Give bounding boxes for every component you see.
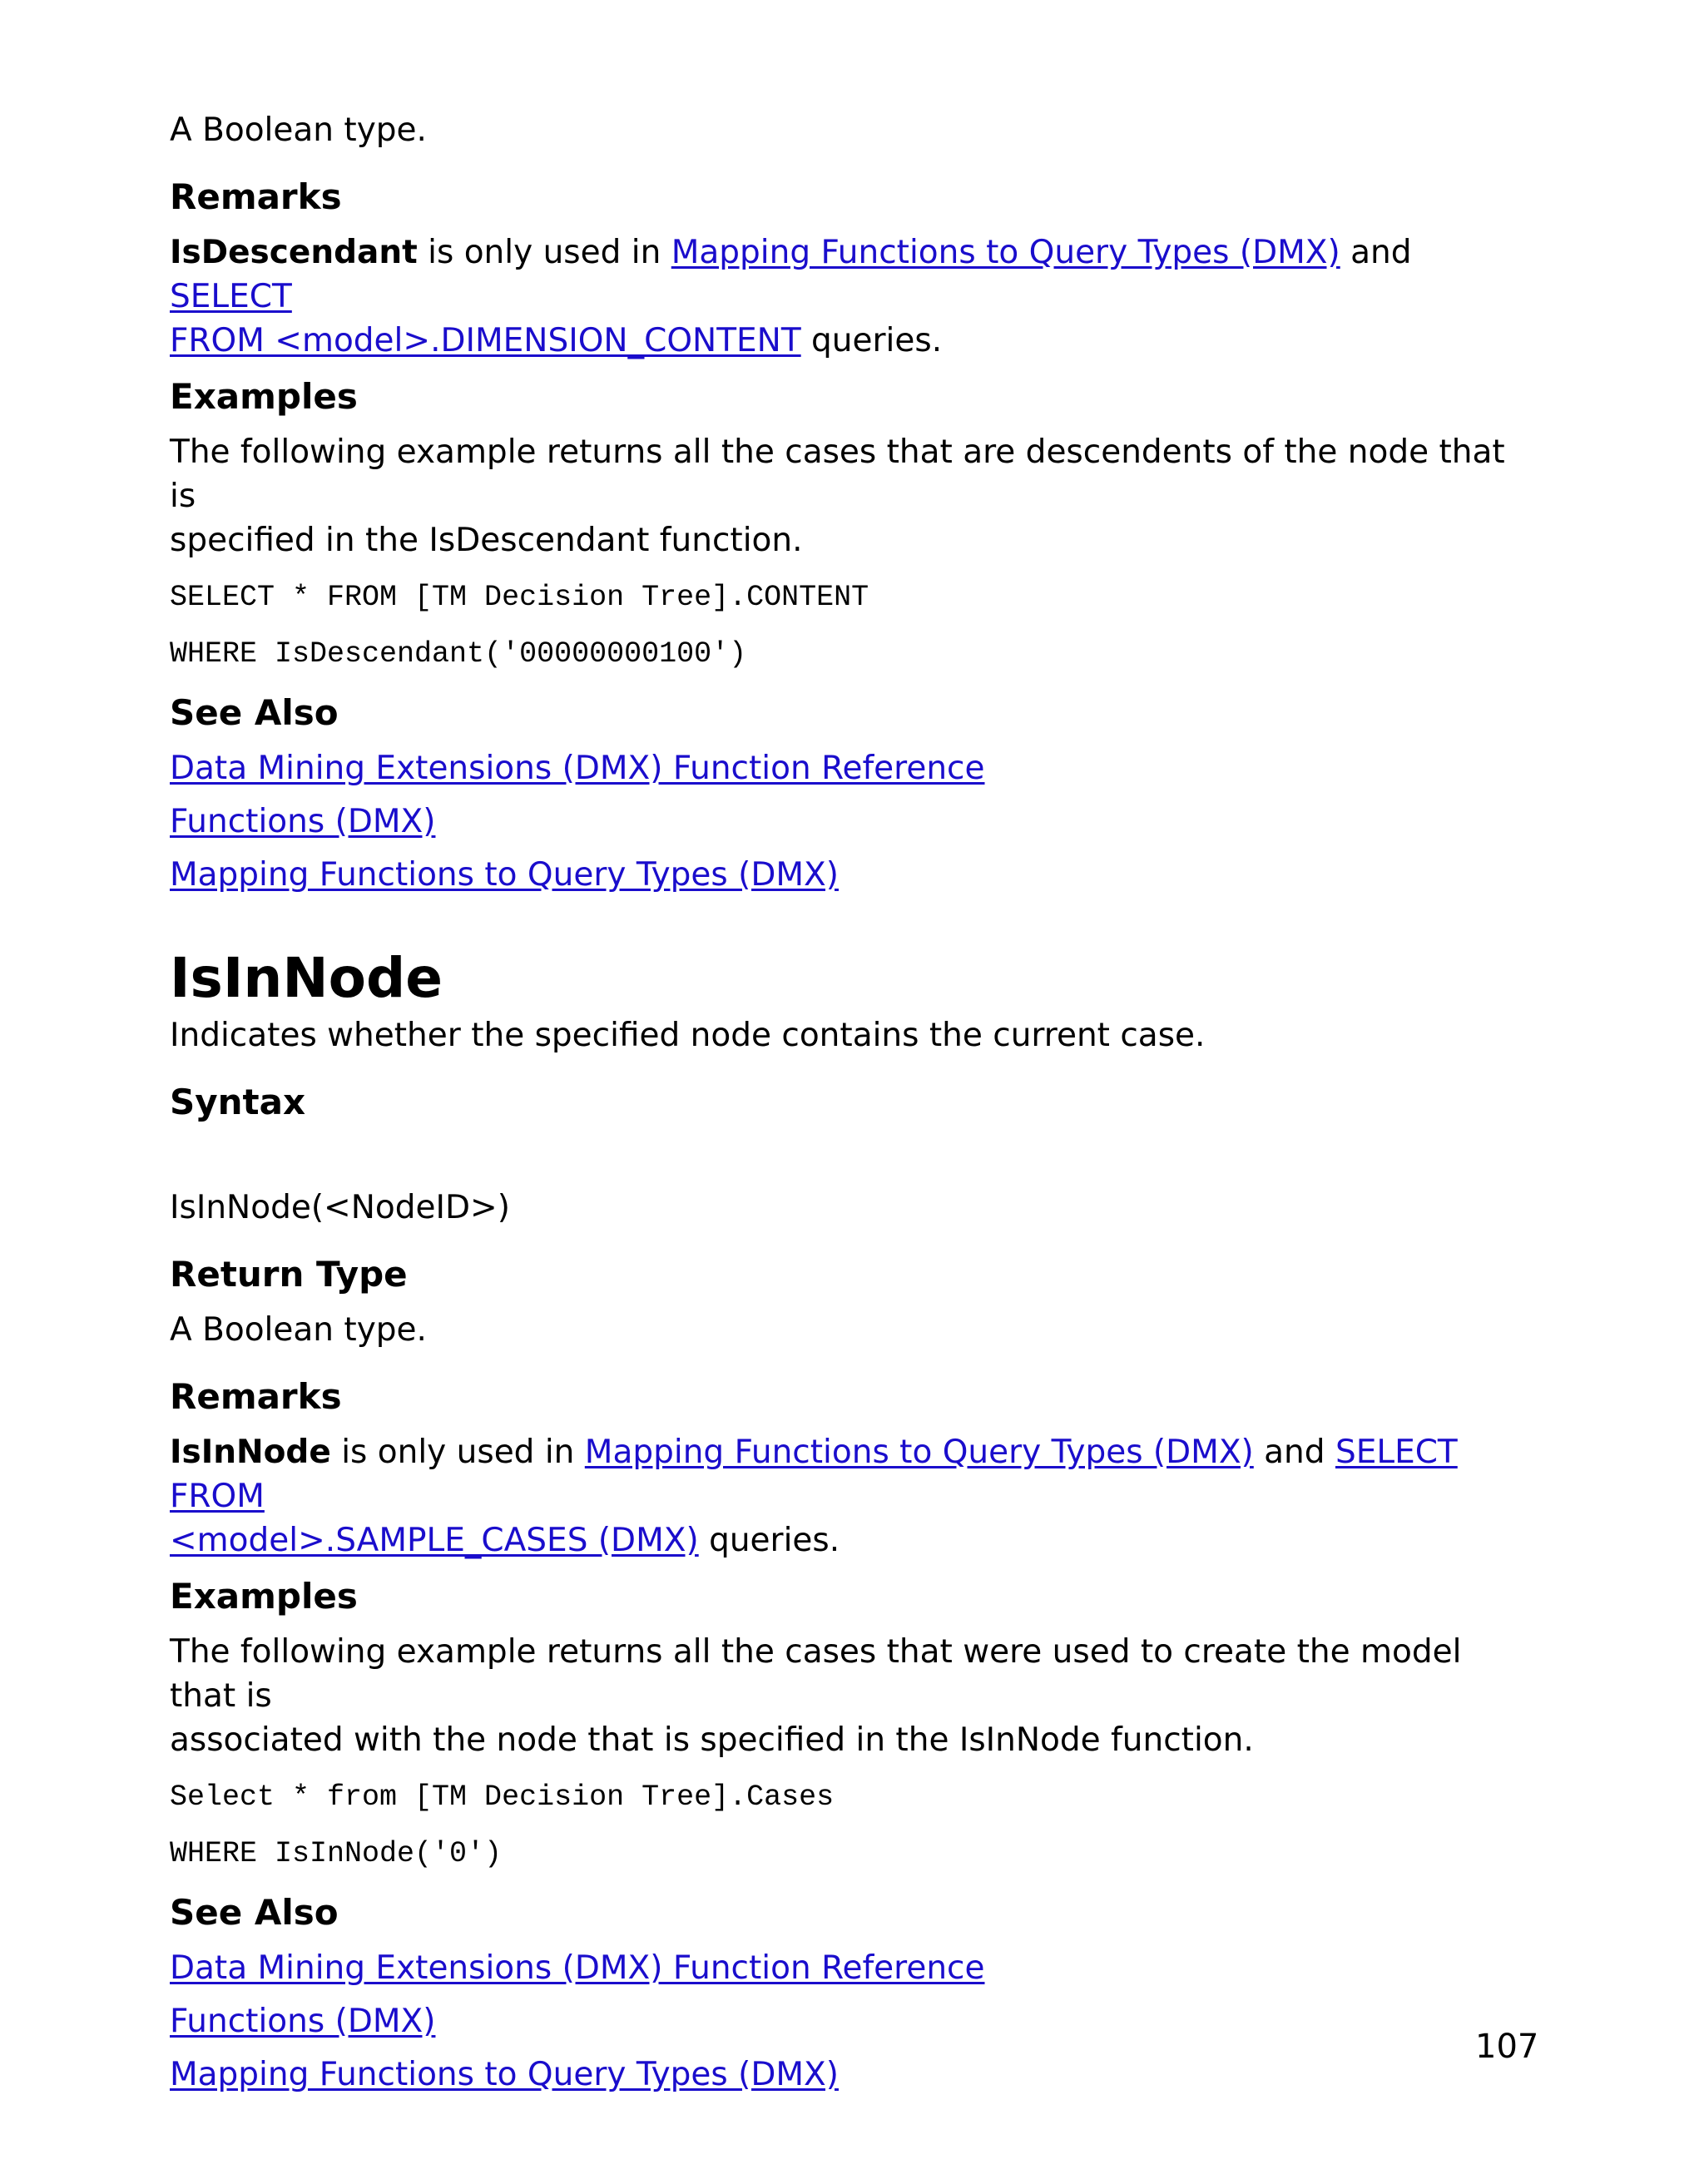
code-line: SELECT * FROM [TM Decision Tree].CONTENT: [170, 581, 869, 614]
examples-text: [170, 1630, 1534, 1762]
see-also-link-item: [170, 2053, 1534, 2097]
see-also-heading: See Also: [170, 1892, 339, 1933]
examples-heading: Examples: [170, 1576, 358, 1617]
code-line: WHERE IsInNode('0'): [170, 1837, 503, 1870]
remarks-paragraph: [170, 1430, 1534, 1562]
remarks-text: and: [1340, 234, 1412, 271]
link-select-from-dimension-content[interactable]: SELECT: [170, 278, 292, 315]
link-select-from-sample-cases[interactable]: SELECT FROM: [170, 1434, 1458, 1515]
link-select-from-sample-cases[interactable]: <model>.SAMPLE_CASES (DMX): [170, 1522, 699, 1559]
examples-heading: Examples: [170, 376, 358, 417]
see-also-link-item: [170, 746, 1534, 790]
syntax-heading: Syntax: [170, 1082, 306, 1122]
examples-text: [170, 430, 1534, 562]
link-mapping-functions[interactable]: Mapping Functions to Query Types (DMX): [170, 2056, 839, 2093]
code-line: Select * from [TM Decision Tree].Cases: [170, 1780, 835, 1814]
syntax-text: IsInNode(<NodeID>): [170, 1189, 510, 1226]
link-select-from-dimension-content[interactable]: FROM <model>.DIMENSION_CONTENT: [170, 322, 801, 359]
remarks-text: is only used in: [417, 234, 671, 271]
examples-text-line: The following example returns all the cases that are descendents of the node that is: [170, 433, 1505, 515]
page-number: 107: [1475, 2028, 1539, 2066]
link-mapping-functions[interactable]: Mapping Functions to Query Types (DMX): [170, 856, 839, 894]
remarks-paragraph: [170, 230, 1534, 363]
return-type-text: A Boolean type.: [170, 1311, 427, 1349]
link-mapping-functions[interactable]: Mapping Functions to Query Types (DMX): [671, 234, 1340, 271]
remarks-text: queries.: [698, 1522, 840, 1559]
remarks-heading: Remarks: [170, 1376, 342, 1417]
document-page: [170, 108, 1534, 2097]
link-functions-dmx[interactable]: Functions (DMX): [170, 803, 436, 840]
remarks-text: queries.: [800, 322, 943, 359]
examples-text-line: The following example returns all the cases that were used to create the model that is: [170, 1633, 1462, 1715]
bold-term: IsInNode: [170, 1434, 331, 1471]
return-type-text: A Boolean type.: [170, 111, 427, 149]
see-also-heading: See Also: [170, 692, 339, 733]
remarks-heading: Remarks: [170, 176, 342, 217]
bold-term: IsDescendant: [170, 234, 418, 271]
link-dmx-function-reference[interactable]: Data Mining Extensions (DMX) Function Reference: [170, 1949, 985, 1987]
description-text: Indicates whether the specified node contains the current case.: [170, 1017, 1206, 1054]
link-functions-dmx[interactable]: Functions (DMX): [170, 2003, 436, 2040]
section-title: IsInNode: [170, 946, 443, 1010]
see-also-link-item: [170, 1946, 1534, 1990]
remarks-text: and: [1253, 1434, 1335, 1471]
examples-text-line: associated with the node that is specified in the IsInNode function.: [170, 1721, 1254, 1759]
see-also-link-item: [170, 1999, 1534, 2043]
see-also-link-item: [170, 853, 1534, 897]
remarks-text: is only used in: [330, 1434, 585, 1471]
return-type-heading: Return Type: [170, 1254, 408, 1295]
see-also-link-item: [170, 800, 1534, 844]
link-mapping-functions[interactable]: Mapping Functions to Query Types (DMX): [584, 1434, 1254, 1471]
link-dmx-function-reference[interactable]: Data Mining Extensions (DMX) Function Reference: [170, 750, 985, 787]
code-line: WHERE IsDescendant('00000000100'): [170, 637, 747, 671]
examples-text-line: specified in the IsDescendant function.: [170, 522, 803, 559]
